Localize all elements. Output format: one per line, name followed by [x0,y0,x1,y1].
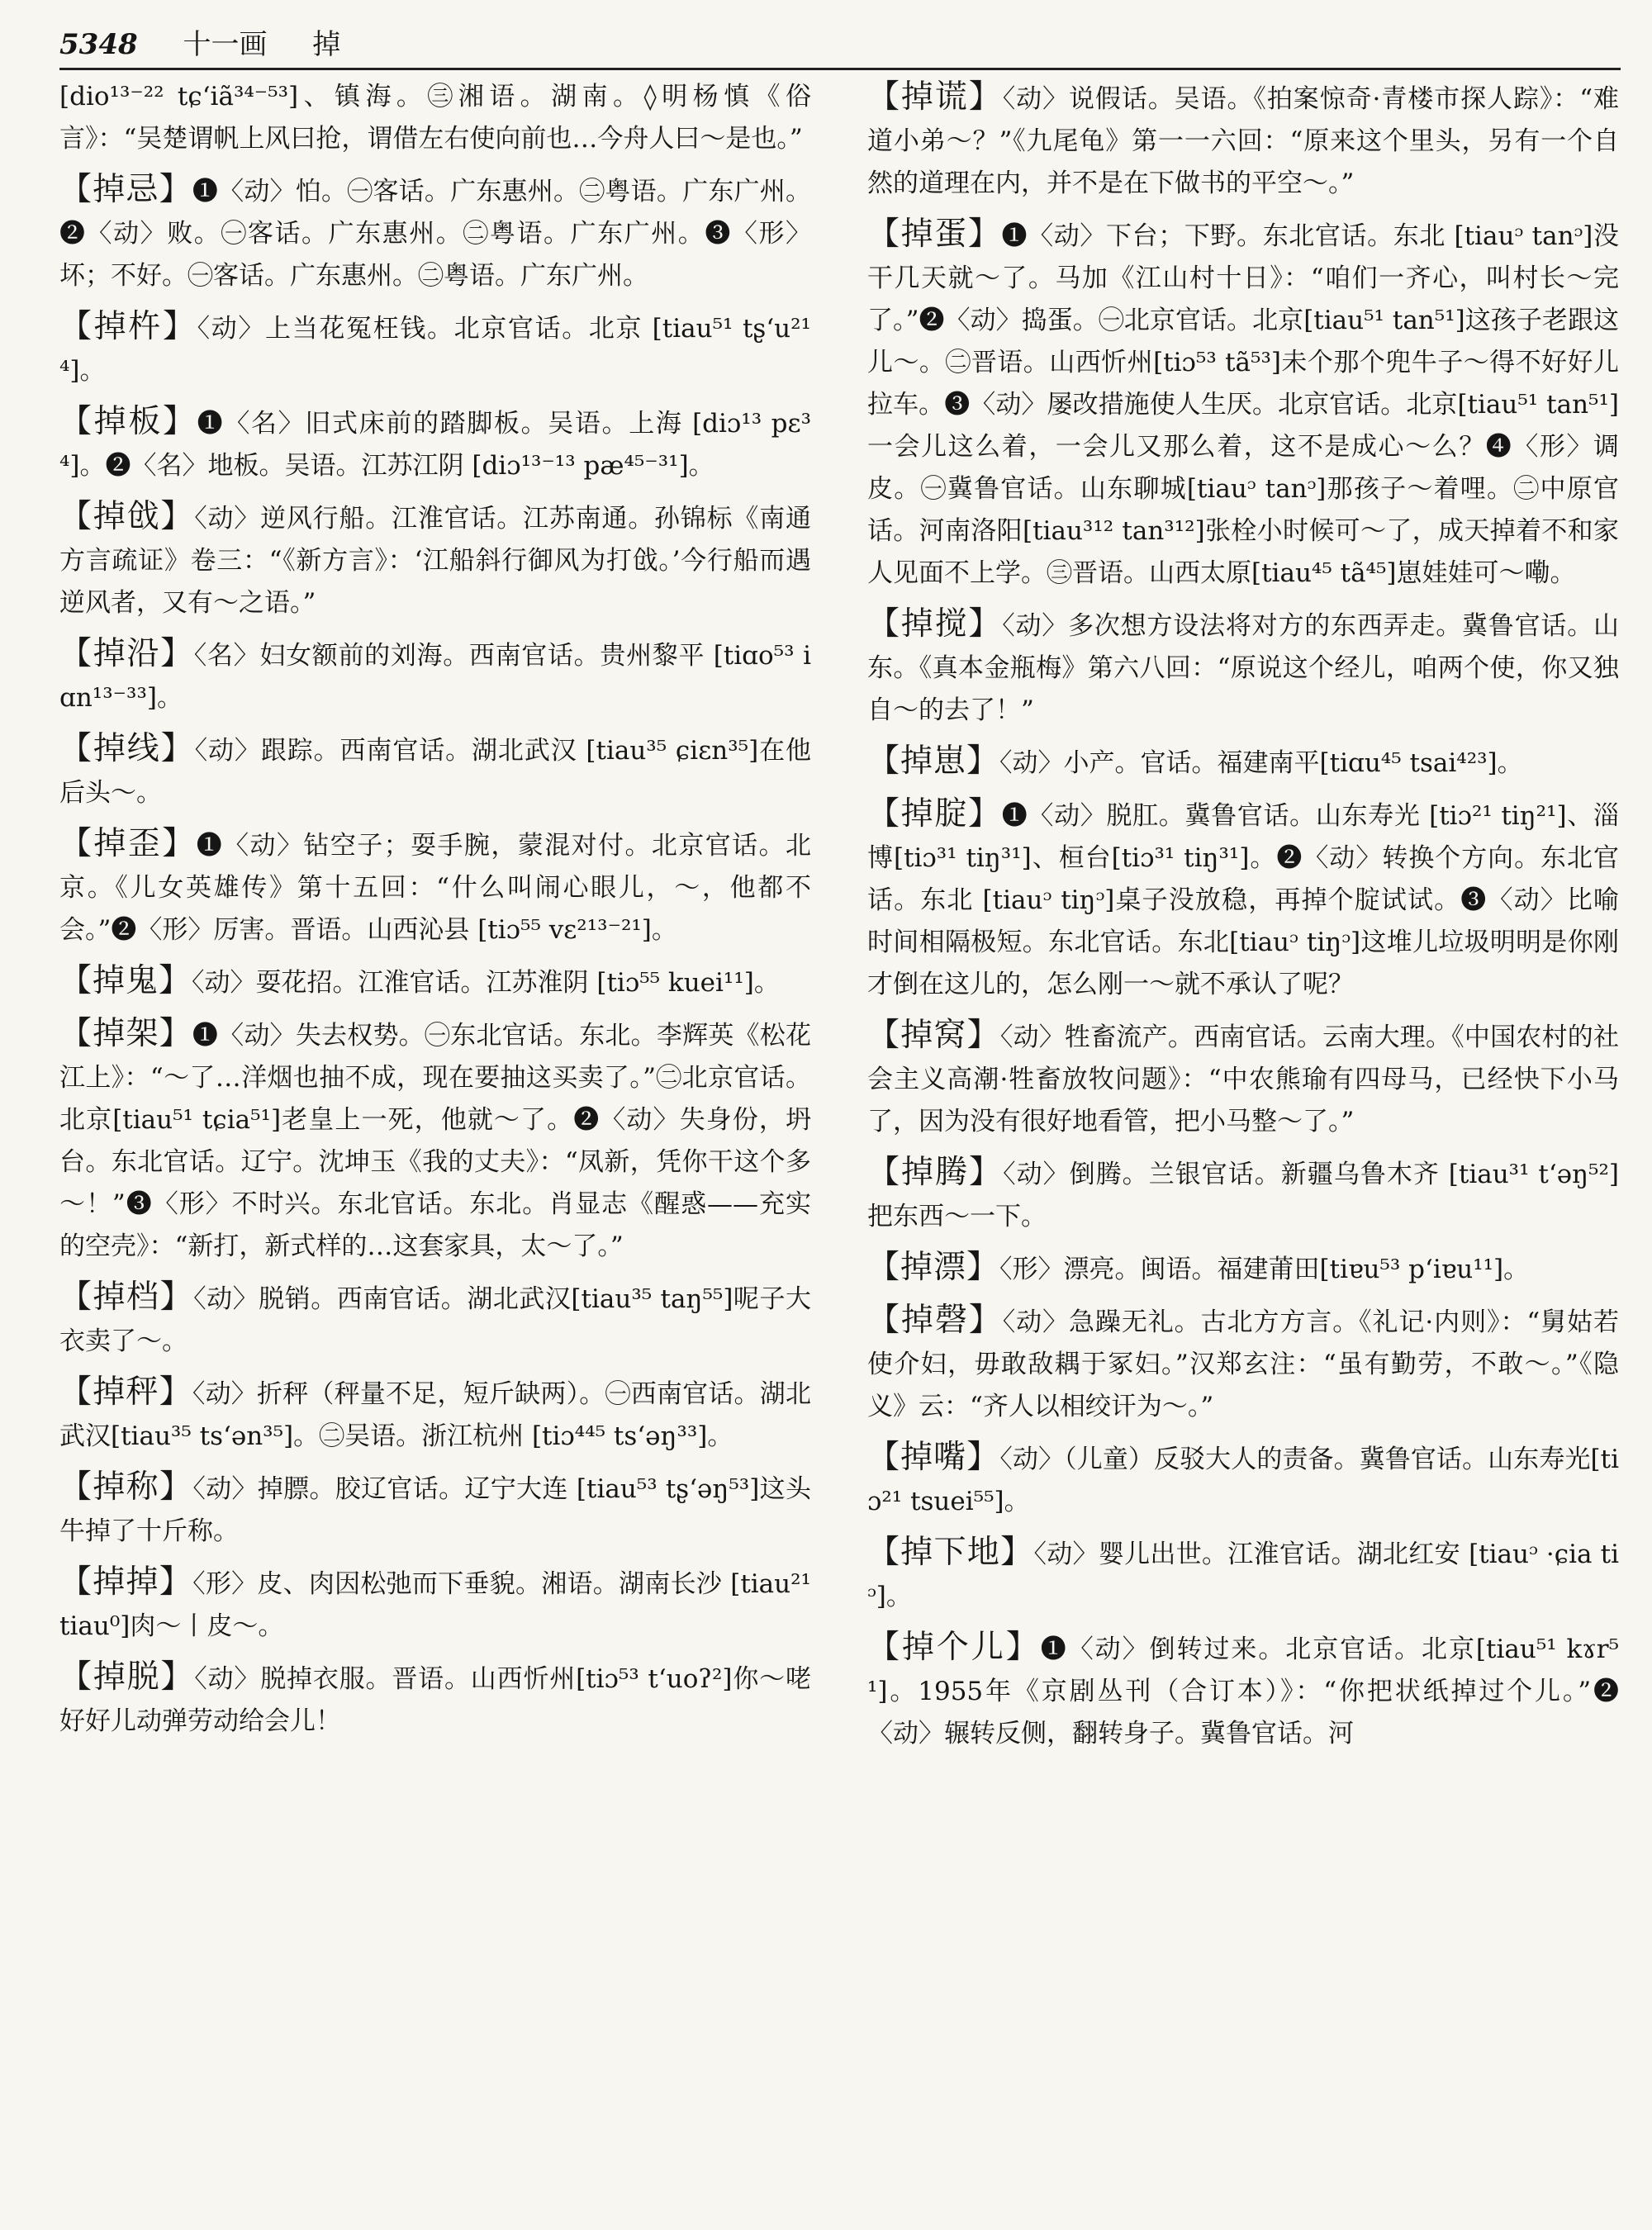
entry-text: 〈动〉（儿童）反驳大人的责备。冀鲁官话。山东寿光[tiɔ²¹ tsuei⁵⁵]。 [867,1445,1619,1516]
entry-text: 〈动〉说假话。吴语。《拍案惊奇·青楼市探人踪》：“难道小弟～？”《九尾龟》第一一六回：“原来这个里头，另有一个自然的道理在内，并不是在下做书的平空～。” [867,84,1619,198]
entry-text: 〈动〉耍花招。江淮官话。江苏淮阴 [tiɔ⁵⁵ kuei¹¹]。 [192,968,780,998]
entry-headword: 【掉崽】 [867,743,1000,780]
entry-text: ❶〈动〉怕。㊀客话。广东惠州。㊁粤语。广东广州。❷〈动〉败。㊀客话。广东惠州。㊁粤语。广东广州。❸〈形〉坏；不好。㊀客话。广东惠州。㊁粤语。广东广州。 [59,177,811,291]
entry-diaodiao [59,1561,811,1648]
entry-text: ❶〈动〉钻空子；耍手腕，蒙混对付。北京官话。北京。《儿女英雄传》第十五回：“什么叫闹心眼儿，～，他都不会。”❷〈形〉厉害。晋语。山西沁县 [tiɔ⁵⁵ vɛ²¹³⁻²¹]。 [59,831,811,945]
left-column [59,76,811,2223]
entry-text: 〈动〉倒腾。兰银官话。新疆乌鲁木齐 [tiau³¹ tʻəŋ⁵²]把东西～一下。 [867,1160,1619,1231]
entry-diaodang [59,1276,811,1363]
entry-headword: 【掉漂】 [867,1249,1000,1286]
entry-text: [dio¹³⁻²² tɕʻiã³⁴⁻⁵³]、镇海。㊂湘语。湖南。◊明杨慎《俗言》：“吴楚谓帆上风曰抢，谓借左右使向前也…今舟人曰～是也。” [59,82,811,154]
entry-headword: 【掉蛋】 [867,216,1002,253]
entry-text: 〈动〉小产。官话。福建南平[tiɑu⁴⁵ tsai⁴²³]。 [999,748,1523,778]
entry-headword: 【掉搅】 [867,605,1003,643]
entry-headword: 【掉板】 [59,403,197,440]
entry-headword: 【掉腚】 [867,795,1002,833]
entry-diaodan [867,213,1619,595]
entry-diaozai [867,740,1619,785]
entry-text: 〈动〉急躁无礼。古北方方言。《礼记·内则》：“舅姑若使介妇，毋敢敌耦于冢妇。”汉郑玄注：“虽有勤劳，不敢～。”《隐义》云：“齐人以相绞讦为～。” [867,1307,1619,1421]
entry-headword: 【掉掉】 [59,1563,193,1601]
entry-text: 〈形〉皮、肉因松弛而下垂貌。湘语。湖南长沙 [tiau²¹ tiau⁰]肉～丨皮～。 [59,1569,811,1641]
entry-diaoji [59,168,811,297]
entry-headword: 【掉忌】 [59,171,192,208]
entry-text: 〈动〉牲畜流产。西南官话。云南大理。《中国农村的社会主义高潮·牲畜放牧问题》：“中农熊瑜有四母马，已经快下小马了，因为没有很好地看管，把小马整～了。” [867,1022,1619,1136]
entry-diaowo [867,1014,1619,1143]
entry-diaohuang [867,76,1619,205]
entry-diaozui [867,1436,1619,1523]
entry-diaoger [867,1626,1619,1755]
entry-diaoqing [867,1299,1619,1428]
entry-diaoyan [59,633,811,719]
entry-text: 〈动〉脱掉衣服。晋语。山西忻州[tiɔ⁵³ tʻuoʔ²]你～咾好好儿动弹劳动给会儿！ [59,1664,811,1736]
entry-headword: 【掉下地】 [867,1534,1034,1571]
entry-text: 〈名〉妇女额前的刘海。西南官话。贵州黎平 [tiɑo⁵³ iɑn¹³⁻³³]。 [59,641,811,713]
entry-diaopiao [867,1246,1619,1291]
entry-continuation [59,76,811,160]
entry-diaojiao [867,603,1619,732]
entry-diaocheng2 [59,1466,811,1553]
header-character: 掉 [312,28,341,61]
entry-diaoteng [867,1151,1619,1238]
entry-headword: 【掉杵】 [59,308,197,345]
entry-headword: 【掉谎】 [867,78,1003,116]
entry-headword: 【掉窝】 [867,1017,1000,1054]
entry-text: 〈动〉脱销。西南官话。湖北武汉[tiau³⁵ taŋ⁵⁵]呢子大衣卖了～。 [59,1284,811,1356]
entry-diaogui [59,960,811,1004]
entry-diaowai [59,823,811,951]
entry-headword: 【掉称】 [59,1468,193,1506]
entry-text: 〈动〉多次想方设法将对方的东西弄走。冀鲁官话。山东。《真本金瓶梅》第六八回：“原说这个经儿，咱两个使，你又独自～的去了！” [867,611,1619,725]
header-rule [59,68,1621,70]
entry-headword: 【掉档】 [59,1279,194,1316]
entry-headword: 【掉磬】 [867,1302,1003,1339]
entry-text: ❶〈动〉失去权势。㊀东北官话。东北。李辉英《松花江上》：“～了…洋烟也抽不成，现在要抽这买卖了。”㊁北京官话。北京[tiau⁵¹ tɕia⁵¹]老皇上一死，他就～了。❷〈动〉失身份，坍台。东北官话。辽宁。沈坤玉《我的丈夫》：“凤新，凭你干这个多～！”❸〈形〉不时兴。东北官话。东北。肖显志《醒惑——充实的空壳》：“新打，新式样的…这套家具，太～了。” [59,1021,811,1261]
entry-headword: 【掉歪】 [59,825,197,862]
entry-text: ❶〈动〉下台；下野。东北官话。东北 [tiauᵓ tanᵓ]没干几天就～了。马加《江山村十日》：“咱们一齐心，叫村长～完了。”❷〈动〉捣蛋。㊀北京官话。北京[tiau⁵¹ tan⁵¹]这孩子老跟这儿～。㊁晋语。山西忻州[tiɔ⁵³ tã⁵³]未个那个兜牛子～得不好好儿拉车。❸〈动〉屡改措施使人生厌。北京官话。北京[tiau⁵¹ tan⁵¹]一会儿这么着，一会儿又那么着，这不是成心～么？❹〈形〉调皮。㊀冀鲁官话。山东聊城[tiauᵓ tanᵓ]那孩子～着哩。㊁中原官话。河南洛阳[tiau³¹² tan³¹²]张栓小时候可～了，成天掉着不和家人见面不上学。㊂晋语。山西太原[tiau⁴⁵ tã⁴⁵]崽娃娃可～嘞。 [867,221,1619,588]
entry-headword: 【掉鬼】 [59,962,192,999]
entry-text: 〈动〉折秤（秤量不足，短斤缺两）。㊀西南官话。湖北武汉[tiau³⁵ tsʻən³⁵]。㊁吴语。浙江杭州 [tiɔ⁴⁴⁵ tsʻəŋ³³]。 [59,1379,811,1451]
entry-diaoxian [59,728,811,814]
entry-headword: 【掉嘴】 [867,1439,1000,1476]
page-number: 5348 [59,28,138,61]
entry-text: 〈动〉上当花冤枉钱。北京官话。北京 [tiau⁵¹ tʂʻu²¹⁴]。 [59,314,811,386]
section-label: 十一画 [183,28,268,61]
entry-diaochu [59,306,811,392]
entry-text: ❶〈动〉倒转过来。北京官话。北京[tiau⁵¹ kɤr⁵¹]。1955年《京剧丛刊（合订本）》：“你把状纸掉过个儿。”❷〈动〉辗转反侧，翻转身子。冀鲁官话。河 [867,1635,1619,1748]
entry-headword: 【掉沿】 [59,635,194,672]
entry-text: 〈动〉逆风行船。江淮官话。江苏南通。孙锦标《南通方言疏证》卷三：“《新方言》：‘江船斜行御风为打戗。’今行船而遇逆风者，又有～之语。” [59,504,811,618]
entry-headword: 【掉戗】 [59,498,195,535]
entry-diaojia [59,1013,811,1268]
entry-headword: 【掉脱】 [59,1658,195,1696]
entry-headword: 【掉秤】 [59,1374,192,1411]
entry-text: 〈动〉跟踪。西南官话。湖北武汉 [tiau³⁵ ɕiɛn³⁵]在他后头～。 [59,736,811,808]
entry-text: ❶〈名〉旧式床前的踏脚板。吴语。上海 [diɔ¹³ pɛ³⁴]。❷〈名〉地板。吴语。江苏江阴 [diɔ¹³⁻¹³ pæ⁴⁵⁻³¹]。 [59,409,811,481]
entry-text: 〈形〉漂亮。闽语。福建莆田[tiɐu⁵³ pʻiɐu¹¹]。 [999,1255,1530,1284]
entry-text: 〈动〉婴儿出世。江淮官话。湖北红安 [tiauᵓ ·ɕia tiᵓ]。 [867,1540,1619,1611]
page-header [59,23,1621,66]
entry-text: ❶〈动〉脱肛。冀鲁官话。山东寿光 [tiɔ²¹ tiŋ²¹]、淄博[tiɔ³¹ tiŋ³¹]、桓台[tiɔ³¹ tiŋ³¹]。❷〈动〉转换个方向。东北官话。东北 [tiauᵓ tiŋᵓ]桌子没放稳，再掉个腚试试。❸〈动〉比喻时间相隔极短。东北官话。东北[tiauᵓ tiŋᵓ]这堆儿垃圾明明是你刚才倒在这儿的，怎么刚一～就不承认了呢？ [867,801,1619,999]
entry-diaocheng [59,1371,811,1458]
entry-diaoqiang [59,496,811,624]
right-column [867,76,1619,2223]
entry-headword: 【掉线】 [59,730,195,767]
entry-diaoxiadi [867,1531,1619,1618]
entry-headword: 【掉腾】 [867,1154,1004,1191]
entry-headword: 【掉个儿】 [867,1629,1041,1666]
entry-text: 〈动〉掉膘。胶辽官话。辽宁大连 [tiau⁵³ tʂʻəŋ⁵³]这头牛掉了十斤称。 [59,1474,811,1546]
entry-headword: 【掉架】 [59,1015,192,1052]
entry-diaoding [867,793,1619,1006]
entry-diaoban [59,401,811,487]
entry-diaotuo [59,1656,811,1743]
